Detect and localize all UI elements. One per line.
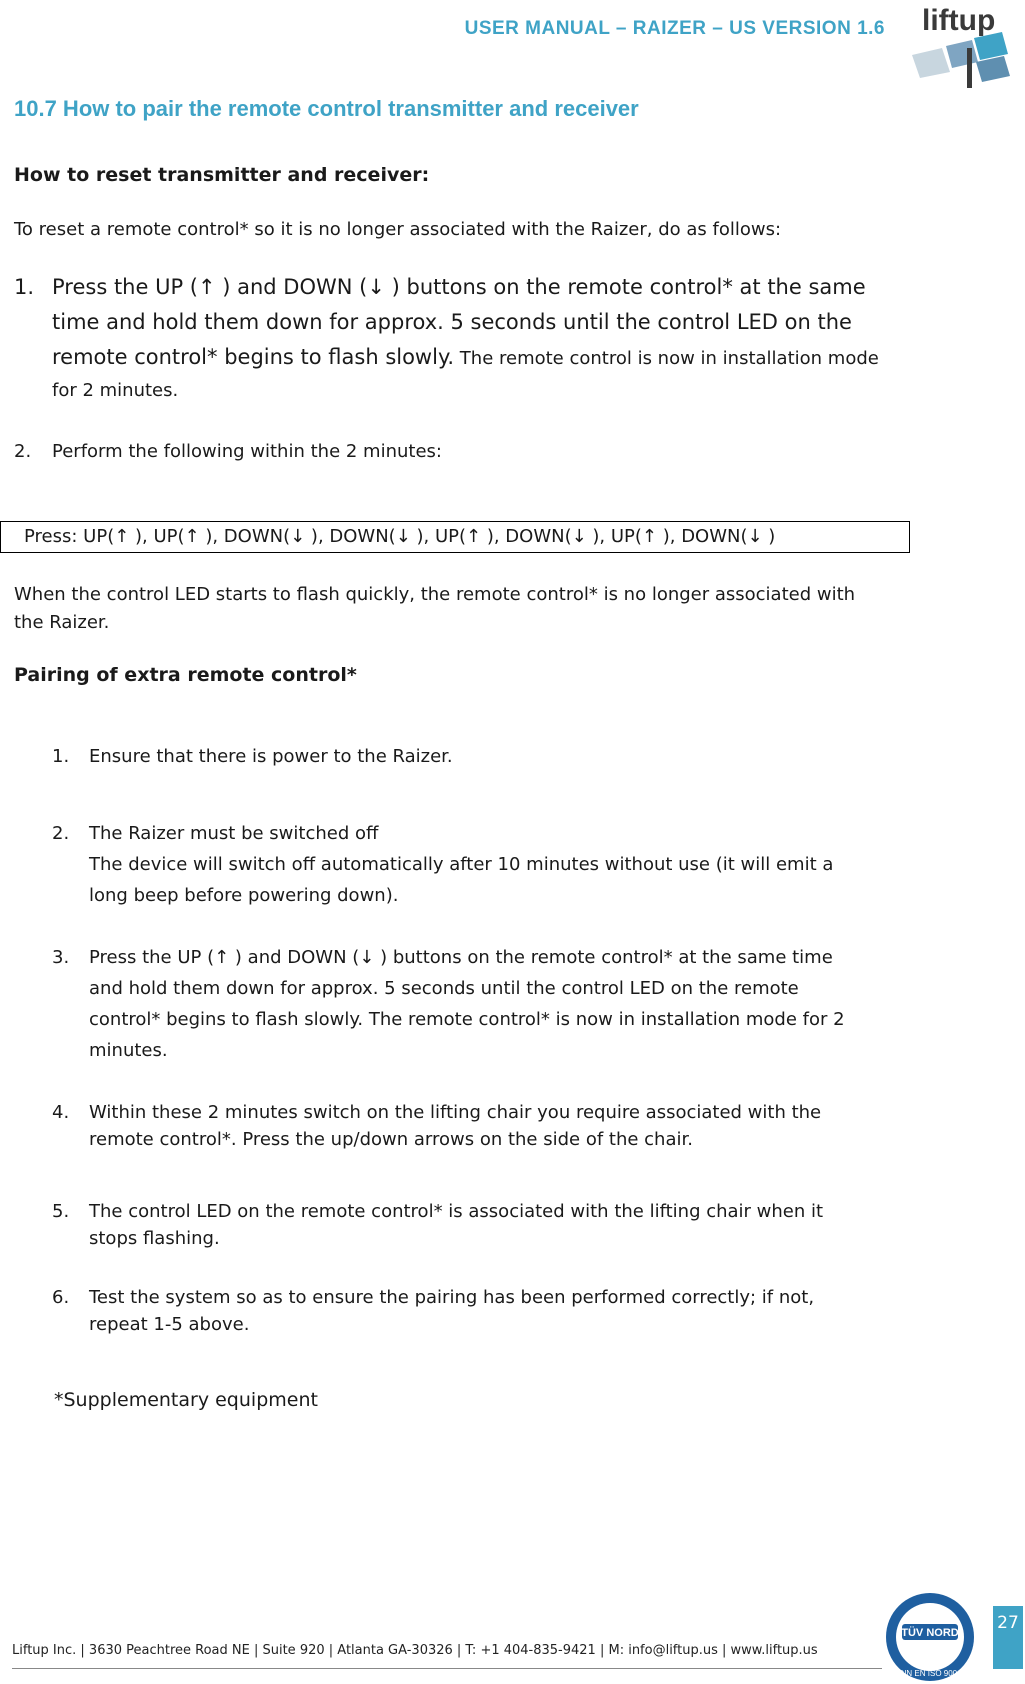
step-number: 2. <box>14 441 32 462</box>
step-number: 1. <box>14 275 35 299</box>
document-header-title: USER MANUAL – RAIZER – US VERSION 1.6 <box>464 18 885 39</box>
step-line: control* begins to flash slowly. The remote control* is now in installation mode for 2 <box>89 1009 845 1030</box>
step-number: 2. <box>52 823 70 844</box>
step-line: long beep before powering down). <box>89 885 399 906</box>
step-line: remote control* begins to flash slowly. <box>52 345 455 369</box>
svg-text:liftup: liftup <box>922 4 996 37</box>
reset-result-line: the Raizer. <box>14 612 110 633</box>
tuv-certification-badge <box>880 1590 980 1684</box>
section-title: 10.7 How to pair the remote control transmitter and receiver <box>14 96 639 121</box>
svg-text:TÜV NORD: TÜV NORD <box>901 1627 959 1639</box>
step-line: The control LED on the remote control* is associated with the lifting chair when it <box>89 1201 824 1222</box>
step-line: time and hold them down for approx. 5 seconds until the control LED on the <box>52 310 852 334</box>
step-number: 1. <box>52 746 70 767</box>
button-sequence-box: Press: UP(↑ ), UP(↑ ), DOWN(↓ ), DOWN(↓ ), UP(↑ ), DOWN(↓ ), UP(↑ ), DOWN(↓ ) <box>0 521 910 553</box>
step-line: Ensure that there is power to the Raizer. <box>89 746 453 767</box>
step-line: Within these 2 minutes switch on the lifting chair you require associated with the <box>89 1102 822 1123</box>
liftup-logo <box>912 0 1022 90</box>
reset-heading: How to reset transmitter and receiver: <box>14 164 430 186</box>
step-line: stops flashing. <box>89 1228 220 1249</box>
step-line: and hold them down for approx. 5 seconds until the control LED on the remote <box>89 978 799 999</box>
step-line: The Raizer must be switched off <box>89 823 379 844</box>
pairing-heading: Pairing of extra remote control* <box>14 664 357 686</box>
footer-divider <box>12 1668 882 1669</box>
step-line: Perform the following within the 2 minutes: <box>52 441 442 462</box>
step-line: Test the system so as to ensure the pairing has been performed correctly; if not, <box>89 1287 815 1308</box>
step-line: repeat 1-5 above. <box>89 1314 250 1335</box>
step-line: minutes. <box>89 1040 168 1061</box>
step-line: The device will switch off automatically after 10 minutes without use (it will emit a <box>89 854 834 875</box>
step-line: for 2 minutes. <box>52 380 179 401</box>
step-number: 5. <box>52 1201 70 1222</box>
step-number: 3. <box>52 947 70 968</box>
step-line: Press the UP (↑ ) and DOWN (↓ ) buttons on the remote control* at the same time <box>89 947 833 968</box>
step-line: The remote control is now in installation mode <box>454 348 879 369</box>
step-line: remote control*. Press the up/down arrows on the side of the chair. <box>89 1129 693 1150</box>
reset-result-line: When the control LED starts to flash quickly, the remote control* is no longer associated with <box>14 584 856 605</box>
reset-intro: To reset a remote control* so it is no longer associated with the Raizer, do as follows: <box>14 219 782 240</box>
footnote: *Supplementary equipment <box>54 1389 318 1411</box>
step-number: 4. <box>52 1102 70 1123</box>
footer-contact: Liftup Inc. | 3630 Peachtree Road NE | Suite 920 | Atlanta GA-30326 | T: +1 404-835-9421 | M: info@liftup.us | www.liftup.us <box>12 1643 818 1658</box>
step-line: Press the UP (↑ ) and DOWN (↓ ) buttons on the remote control* at the same <box>52 275 866 299</box>
page-number: 27 <box>993 1606 1023 1669</box>
step-number: 6. <box>52 1287 70 1308</box>
svg-text:DIN EN ISO 9001: DIN EN ISO 9001 <box>898 1669 962 1678</box>
